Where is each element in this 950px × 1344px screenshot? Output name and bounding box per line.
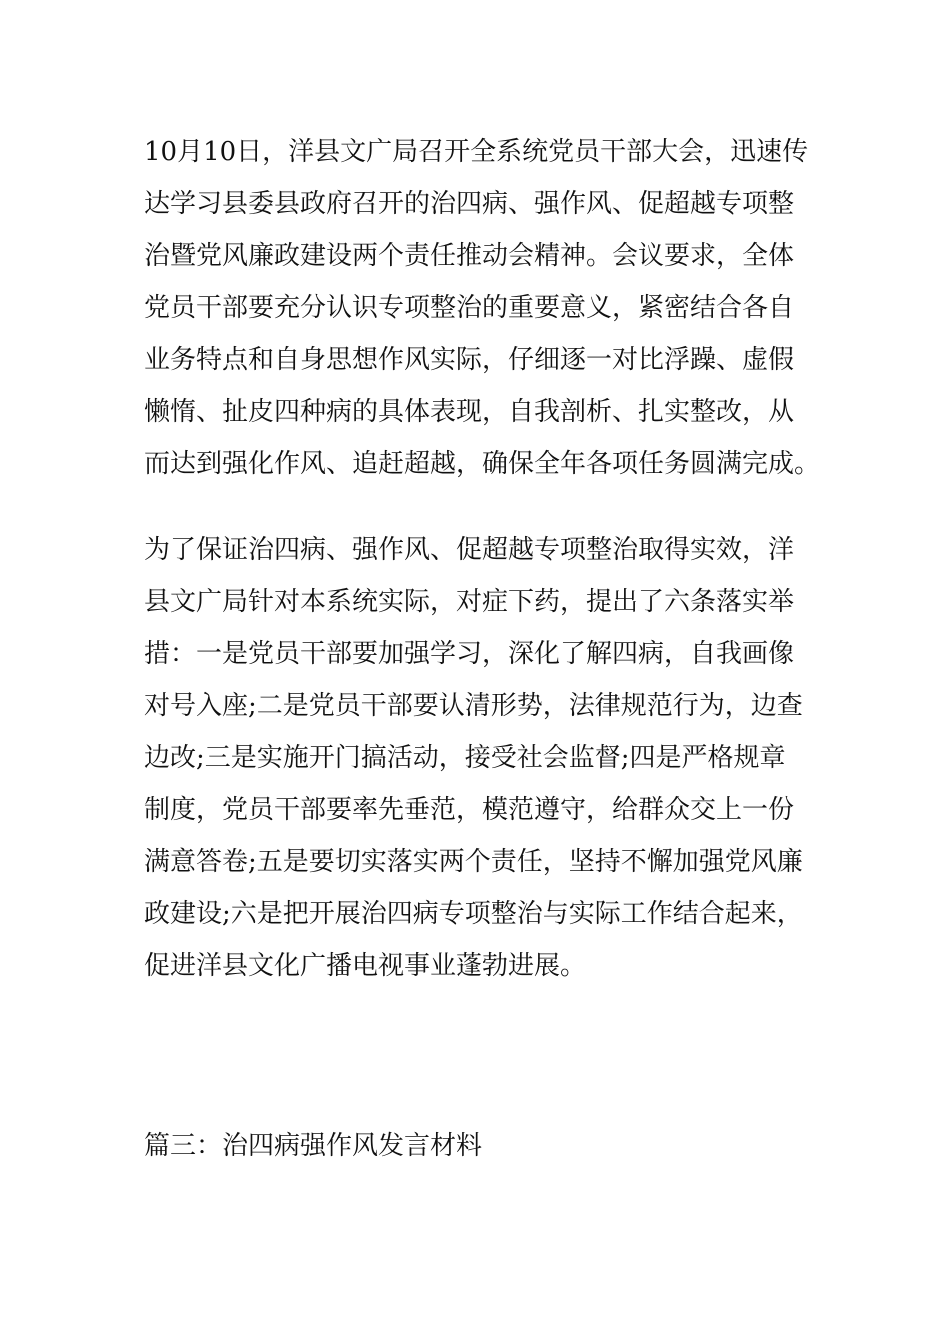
paragraph-2-line: 制度，党员干部要率先垂范，模范遵守，给群众交上一份: [144, 795, 795, 825]
paragraph-2-line: 满意答卷;五是要切实落实两个责任，坚持不懈加强党风廉: [144, 847, 803, 877]
paragraph-2-line: 县文广局针对本系统实际，对症下药，提出了六条落实举: [144, 587, 795, 617]
paragraph-2: [144, 524, 808, 992]
paragraph-1-line: 达学习县委县政府召开的治四病、强作风、促超越专项整: [144, 189, 795, 219]
section-heading-text: 篇三：治四病强作风发言材料: [144, 1131, 483, 1161]
paragraph-2-line: 为了保证治四病、强作风、促超越专项整治取得实效，洋: [144, 535, 795, 565]
paragraph-1-line: 懒惰、扯皮四种病的具体表现，自我剖析、扎实整改，从: [144, 397, 795, 427]
paragraph-2-line: 政建设;六是把开展治四病专项整治与实际工作结合起来，: [144, 899, 803, 929]
paragraph-1-line: 党员干部要充分认识专项整治的重要意义，紧密结合各自: [144, 293, 795, 323]
paragraph-1-line: 治暨党风廉政建设两个责任推动会精神。会议要求，全体: [144, 241, 795, 271]
paragraph-2-line: 对号入座;二是党员干部要认清形势，法律规范行为，边查: [144, 691, 803, 721]
paragraph-2-line: 措：一是党员干部要加强学习，深化了解四病，自我画像: [144, 639, 795, 669]
paragraph-2-line: 促进洋县文化广播电视事业蓬勃进展。: [144, 951, 587, 981]
paragraph-1-line: 而达到强化作风、追赶超越，确保全年各项任务圆满完成。: [144, 449, 821, 479]
paragraph-1-line: 业务特点和自身思想作风实际，仔细逐一对比浮躁、虚假: [144, 345, 795, 375]
paragraph-2-line: 边改;三是实施开门搞活动，接受社会监督;四是严格规章: [144, 743, 786, 773]
paragraph-1: [144, 126, 821, 490]
paragraph-1-line: 10月10日，洋县文广局召开全系统党员干部大会，迅速传: [144, 137, 809, 167]
section-heading: [144, 1120, 808, 1172]
